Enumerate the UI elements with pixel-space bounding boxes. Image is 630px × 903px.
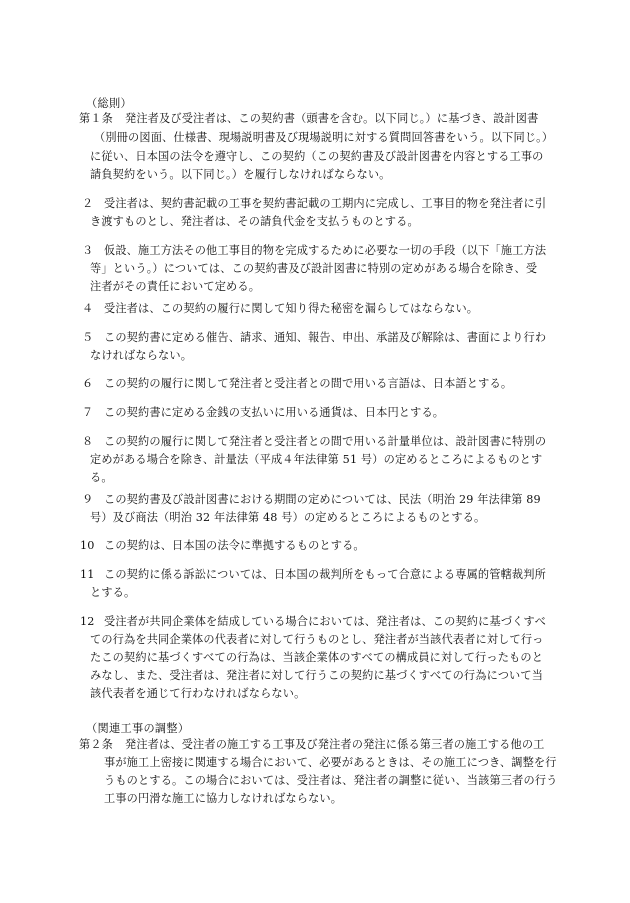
clause-number: ５ [82,331,94,344]
clause-line: に従い、日本国の法令を遵守し、この契約（この契約書及び設計図書を内容とする工事の [90,150,544,163]
clause-line: 発注者及び受注者は、この契約書（頭書を含む。以下同じ。）に基づき、設計図書 [125,112,539,125]
clause-line: 定めがある場合を除き、計量法（平成４年法律第 51 号）の定めるところによるものとす [90,453,543,466]
clause-line: うものとする。この場合においては、受注者は、発注者の調整に従い、当該第三者の行う [104,774,558,787]
clause-line: 事が施工上密接に関連する場合において、必要があるときは、その施工につき、調整を行 [104,756,557,769]
article-number: 第１条 [79,112,114,125]
clause-line: 等」という。）については、この契約書及び設計図書に特別の定めがある場合を除き、受 [90,262,538,275]
clause-number: ７ [82,406,94,419]
clause-line: この契約書に定める金銭の支払いに用いる通貨は、日本円とする。 [104,406,445,419]
clause-line: （別冊の図面、仕様書、現場説明書及び現場説明に対する質問回答書をいう。以下同じ。） [94,131,554,144]
clause-number: ８ [82,435,94,448]
clause-number: ６ [82,377,94,390]
clause-line: 発注者は、受注者の施工する工事及び発注者の発注に係る第三者の施工する他の工 [125,738,545,751]
clause-line: みなし、また、受注者は、発注者に対して行うこの契約に基づくすべての行為について当 [90,669,544,682]
clause-line: この契約の履行に関して発注者と受注者との間で用いる計量単位は、設計図書に特別の [104,435,547,448]
clause-line: ての行為を共同企業体の代表者に対して行うものとし、発注者が当該代表者に対して行っ [90,633,544,646]
clause-number: 10 [80,539,95,552]
clause-line: とする。 [90,586,136,599]
clause-line: 受注者は、この契約の履行に関して知り得た秘密を漏らしてはならない。 [104,302,479,315]
clause-number: ４ [82,302,94,315]
clause-number: ２ [82,197,94,210]
article-number: 第２条 [79,738,114,751]
clause-line: 号）及び商法（明治 32 年法律第 48 号）の定めるところによるものとする。 [90,511,486,524]
clause-line: 工事の円滑な施工に協力しなければならない。 [104,792,343,805]
clause-line: る。 [90,471,113,484]
clause-line: 受注者が共同企業体を結成している場合においては、発注者は、この契約に基づくすべ [104,615,546,628]
clause-line: 注者がその責任において定める。 [90,280,261,293]
clause-line: 仮設、施工方法その他工事目的物を完成するために必要な一切の手段（以下「施工方法 [104,244,547,257]
clause-line: この契約に係る訴訟については、日本国の裁判所をもって合意による専属的管轄裁判所 [104,568,546,581]
clause-line: この契約書に定める催告、請求、通知、報告、申出、承諾及び解除は、書面により行わ [104,331,547,344]
clause-line: き渡すものとし、発注者は、その請負代金を支払うものとする。 [90,215,419,228]
article-heading: （総則） [86,97,132,110]
clause-line: たこの契約に基づくすべての行為は、当該企業体のすべての構成員に対して行ったものと [90,651,544,664]
clause-line: 請負契約をいう。以下同じ。）を履行しなければならない。 [90,168,391,181]
clause-number: 12 [80,615,95,628]
clause-line: 受注者は、契約書記載の工事を契約書記載の工期内に完成し、工事目的物を発注者に引 [104,197,547,210]
clause-number: 11 [80,568,95,581]
clause-line: この契約の履行に関して発注者と受注者との間で用いる言語は、日本語とする。 [104,377,513,390]
clause-line: なければならない。 [90,349,193,362]
clause-number: ９ [82,493,94,506]
clause-number: ３ [82,244,94,257]
clause-line: 該代表者を通じて行わなければならない。 [90,687,306,700]
clause-line: この契約書及び設計図書における期間の定めについては、民法（明治 29 年法律第 89 [104,493,541,506]
clause-line: この契約は、日本国の法令に準拠するものとする。 [104,539,365,552]
article-heading: （関連工事の調整） [86,722,190,735]
